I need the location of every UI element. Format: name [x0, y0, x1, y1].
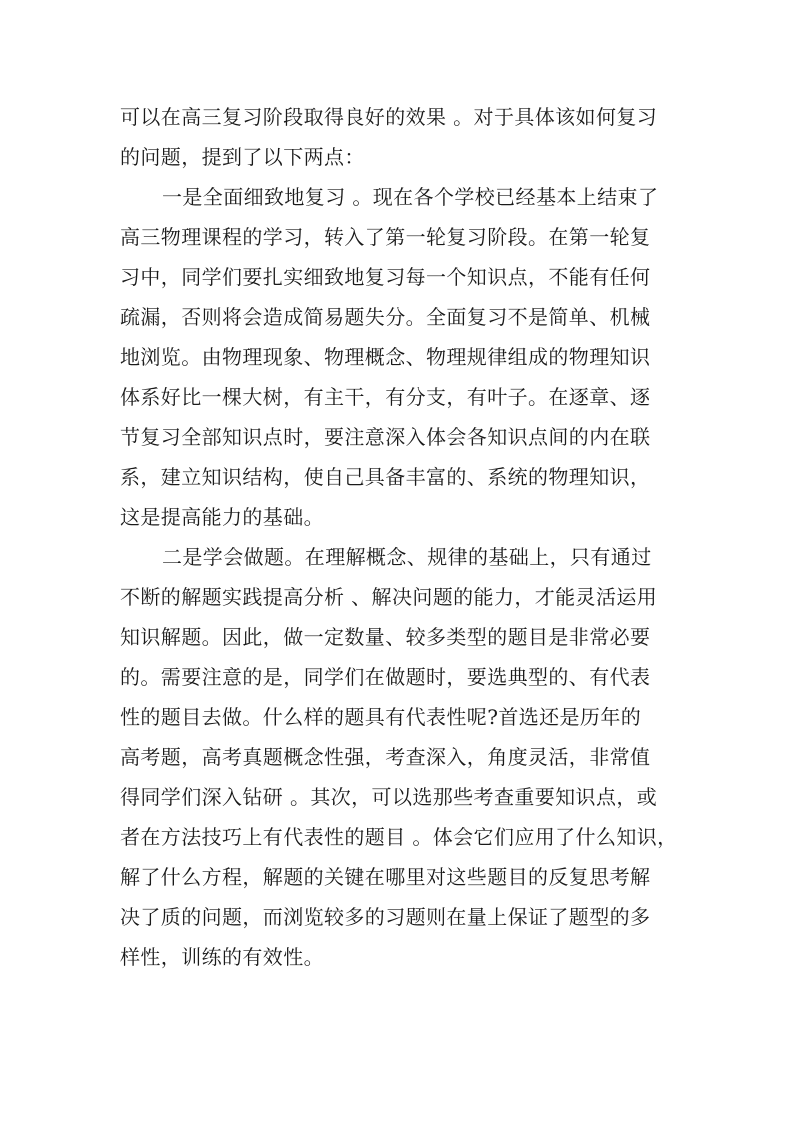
paragraph-first-line: 一是全面细致地复习 。现在各个学校已经基本上结束了 [162, 185, 659, 209]
text-line: 的。需要注意的是，同学们在做题时，要选典型的、有代表 [120, 665, 651, 689]
text-line: 高考题，高考真题概念性强，考查深入，角度灵活，非常值 [120, 745, 651, 769]
text-line: 系，建立知识结构，使自己具备丰富的、系统的物理知识， [120, 465, 651, 489]
text-line: 可以在高三复习阶段取得良好的效果 。对于具体该如何复习 [120, 105, 658, 129]
text-line: 性的题目去做。什么样的题具有代表性呢?首选还是历年的 [120, 705, 642, 729]
text-line: 知识解题。因此，做一定数量、较多类型的题目是非常必要 [120, 625, 651, 649]
text-line: 决了质的问题，而浏览较多的习题则在量上保证了题型的多 [120, 905, 651, 929]
text-line: 节复习全部知识点时，要注意深入体会各知识点间的内在联 [120, 425, 651, 449]
text-line: 这是提高能力的基础。 [120, 505, 324, 529]
text-line: 解了什么方程，解题的关键在哪里对这些题目的反复思考解 [120, 865, 651, 889]
text-line: 样性，训练的有效性。 [120, 945, 324, 969]
paragraph-first-line: 二是学会做题。在理解概念、规律的基础上，只有通过 [162, 545, 652, 569]
text-line: 者在方法技巧上有代表性的题目 。体会它们应用了什么知识， [120, 825, 678, 849]
text-line: 不断的解题实践提高分析 、解决问题的能力，才能灵活运用 [120, 585, 658, 609]
text-line: 高三物理课程的学习，转入了第一轮复习阶段。在第一轮复 [120, 225, 651, 249]
text-line: 得同学们深入钻研 。其次，可以选那些考查重要知识点，或 [120, 785, 658, 809]
text-line: 体系好比一棵大树，有主干，有分支，有叶子。在逐章、逐 [120, 385, 651, 409]
text-line: 的问题，提到了以下两点： [120, 145, 365, 169]
text-line: 习中，同学们要扎实细致地复习每一个知识点，不能有任何 [120, 265, 651, 289]
text-line: 地浏览。由物理现象、物理概念、物理规律组成的物理知识 [120, 345, 651, 369]
text-line: 疏漏，否则将会造成简易题失分。全面复习不是简单、机械 [120, 305, 651, 329]
